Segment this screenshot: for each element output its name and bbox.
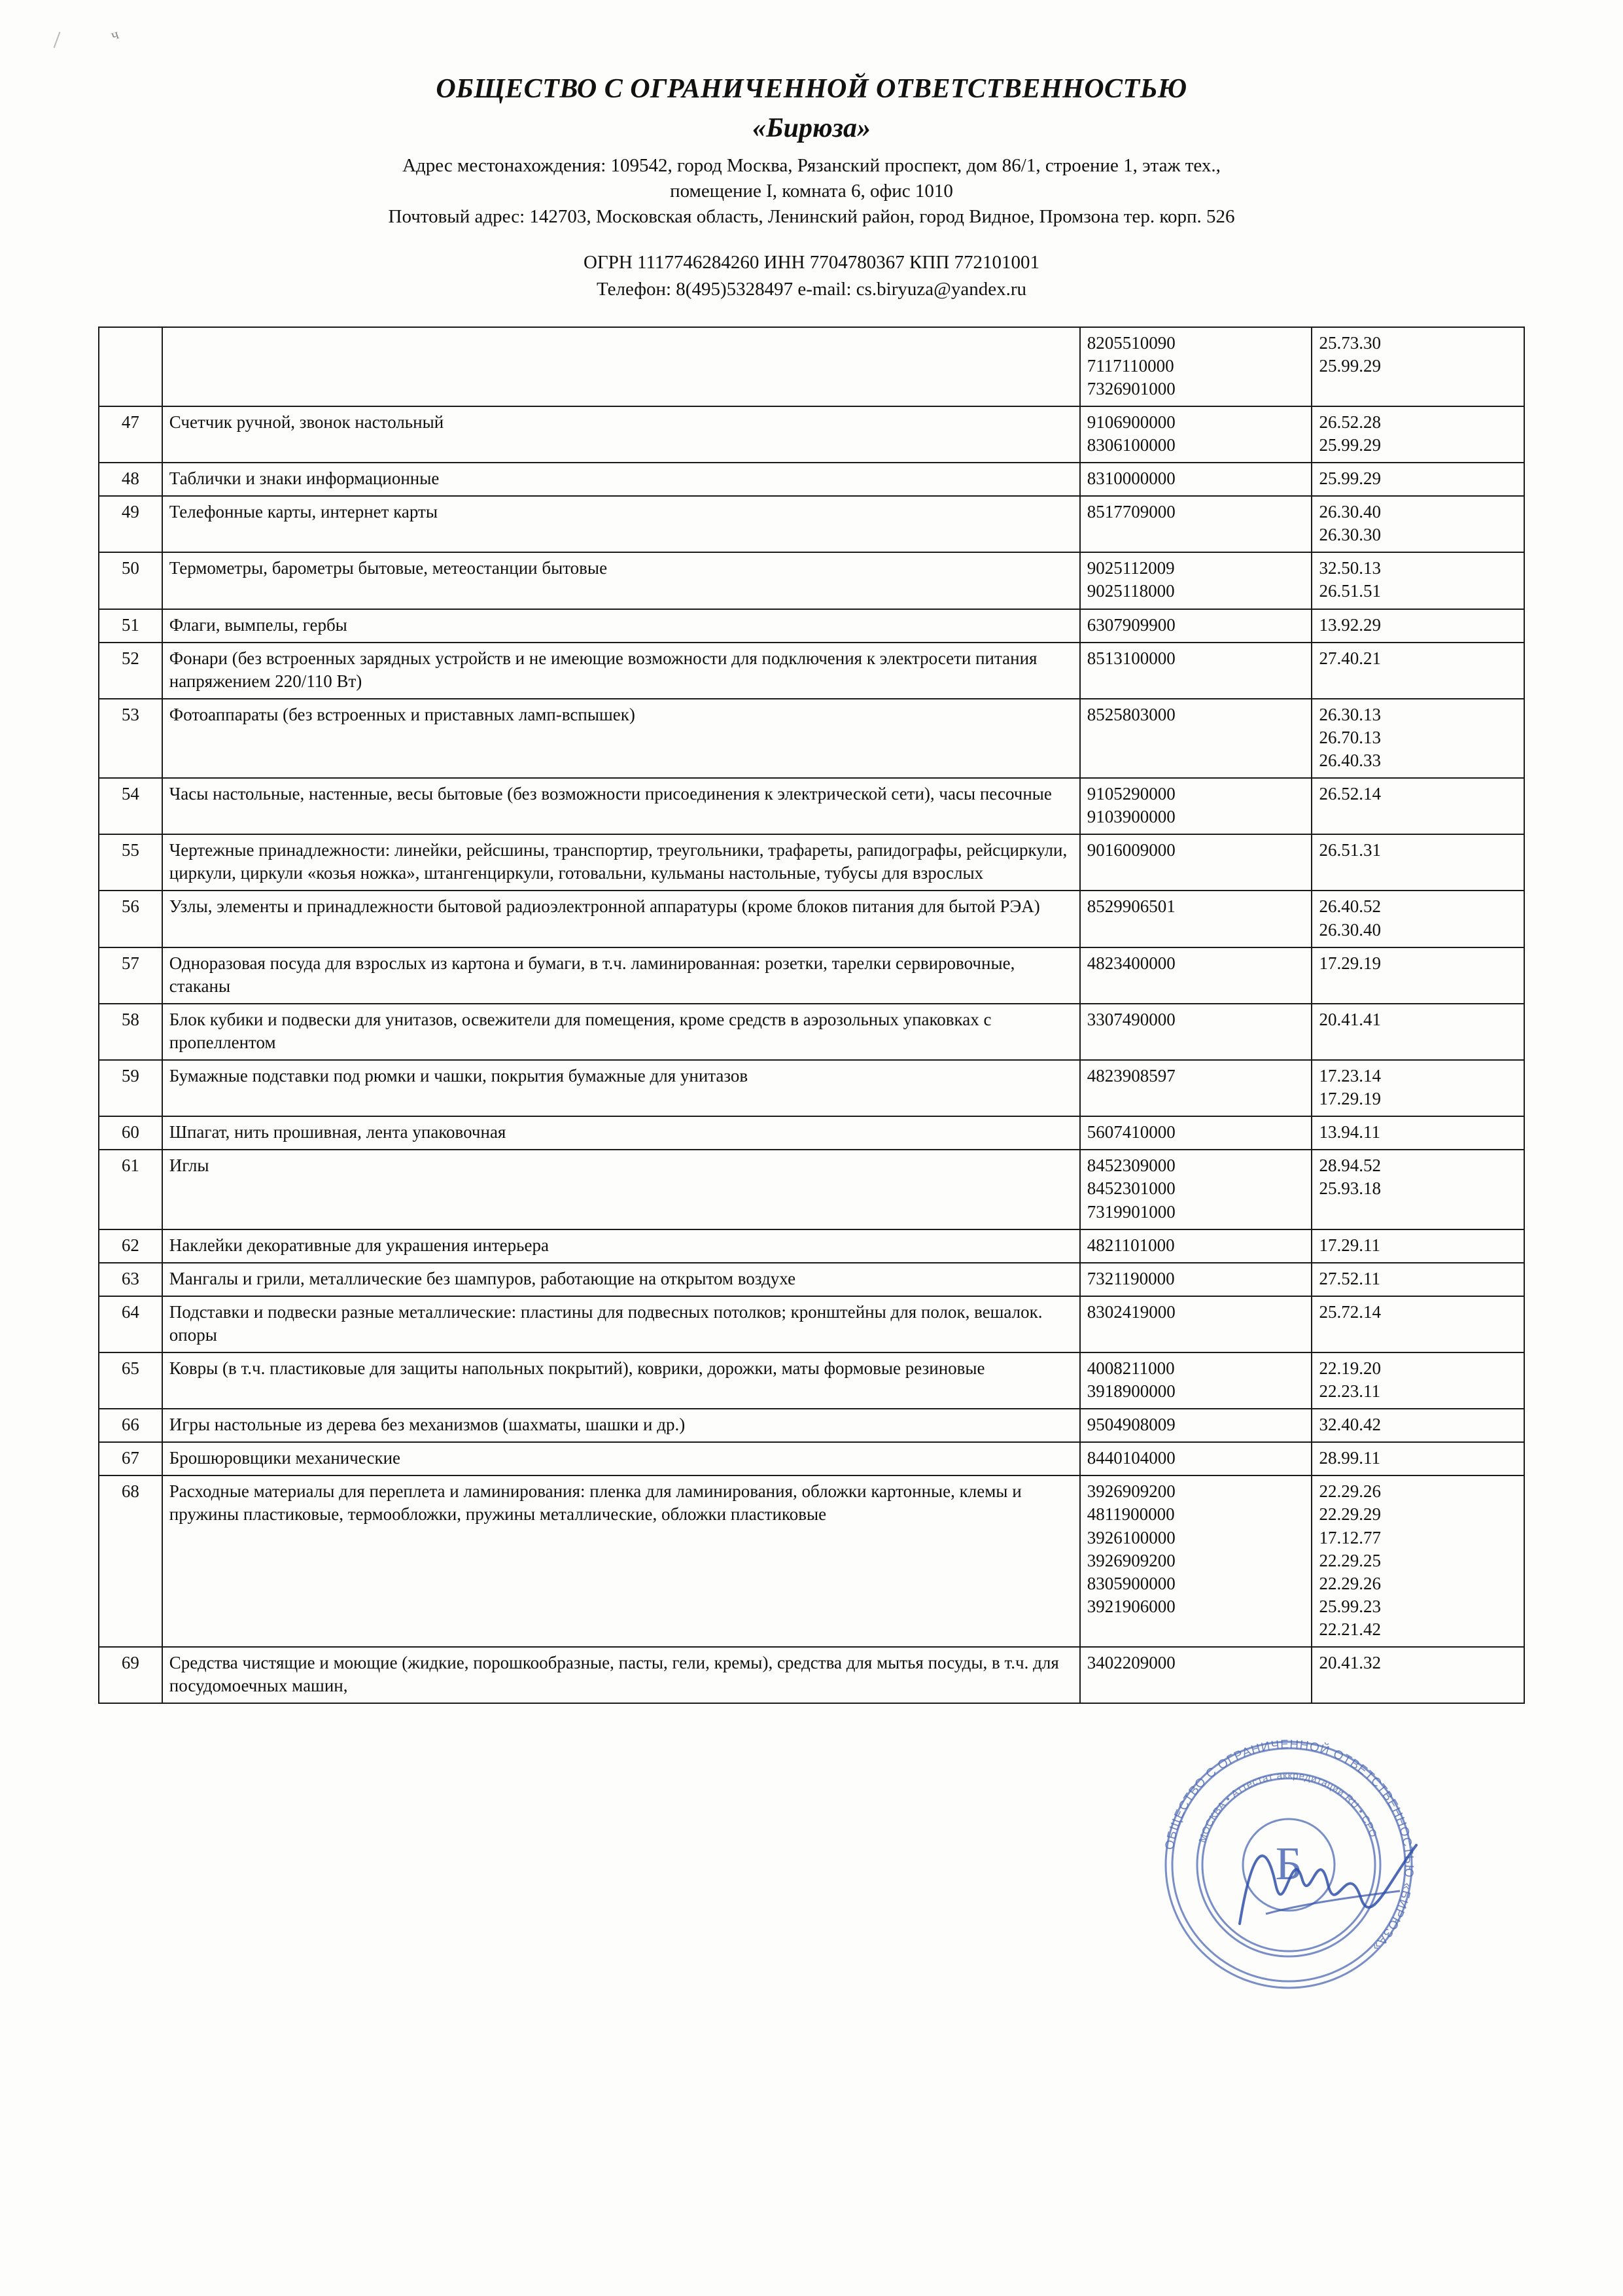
tnved-code: 9103900000 <box>1087 807 1176 827</box>
product-name-cell: Термометры, барометры бытовые, метеостанции бытовые <box>162 552 1080 609</box>
okpd-code: 27.52.11 <box>1319 1268 1380 1288</box>
tnved-code-cell <box>1080 552 1312 609</box>
okpd-code: 26.30.40 <box>1319 919 1381 940</box>
okpd-code: 25.99.29 <box>1319 355 1381 376</box>
okpd-code: 26.30.30 <box>1319 525 1381 545</box>
row-number-cell: 68 <box>99 1475 162 1647</box>
tnved-code: 9025118000 <box>1087 581 1175 601</box>
company-address <box>124 153 1499 230</box>
handwritten-corner-mark: ч <box>109 25 121 44</box>
row-number-cell: 55 <box>99 834 162 891</box>
table-row <box>99 1409 1524 1442</box>
okpd-code-cell <box>1312 327 1524 406</box>
okpd-code-cell <box>1312 609 1524 643</box>
tnved-code: 8513100000 <box>1087 648 1176 668</box>
tnved-code: 3402209000 <box>1087 1653 1176 1673</box>
product-name-cell <box>162 327 1080 406</box>
tnved-code: 9106900000 <box>1087 412 1176 432</box>
tnved-code: 9025112009 <box>1087 558 1175 578</box>
okpd-code-cell <box>1312 891 1524 947</box>
okpd-code: 22.29.29 <box>1319 1504 1381 1525</box>
okpd-code: 26.30.13 <box>1319 704 1381 724</box>
row-number-cell: 60 <box>99 1116 162 1150</box>
row-number-cell: 62 <box>99 1229 162 1263</box>
tnved-code: 4008211000 <box>1087 1358 1175 1378</box>
row-number-cell: 69 <box>99 1647 162 1703</box>
okpd-code: 25.99.29 <box>1319 434 1381 455</box>
okpd-code-cell <box>1312 406 1524 463</box>
okpd-code-cell <box>1312 1409 1524 1442</box>
tnved-code-cell <box>1080 327 1312 406</box>
okpd-code-cell <box>1312 1296 1524 1352</box>
okpd-code-cell <box>1312 552 1524 609</box>
okpd-code-cell <box>1312 1150 1524 1229</box>
table-row <box>99 1475 1524 1647</box>
table-row <box>99 1004 1524 1060</box>
okpd-code: 22.29.26 <box>1319 1573 1381 1593</box>
row-number-cell: 63 <box>99 1263 162 1296</box>
tnved-code: 8440104000 <box>1087 1448 1176 1468</box>
svg-text:ОБЩЕСТВО С ОГРАНИЧЕННОЙ ОТВЕТС: ОБЩЕСТВО С ОГРАНИЧЕННОЙ ОТВЕТСТВЕННОСТЬЮ «БИРЮЗА» <box>1162 1737 1416 1954</box>
okpd-code: 20.41.41 <box>1319 1009 1381 1029</box>
tnved-code: 3921906000 <box>1087 1596 1176 1616</box>
table-row <box>99 1263 1524 1296</box>
tnved-code: 7321190000 <box>1087 1268 1175 1288</box>
table-row <box>99 699 1524 778</box>
row-number-cell: 48 <box>99 463 162 496</box>
product-name-cell: Узлы, элементы и принадлежности бытовой радиоэлектронной аппаратуры (кроме блоков питания для бытой РЭА) <box>162 891 1080 947</box>
product-name-cell: Таблички и знаки информационные <box>162 463 1080 496</box>
product-name-cell: Иглы <box>162 1150 1080 1229</box>
okpd-code-cell <box>1312 947 1524 1004</box>
tnved-code: 4821101000 <box>1087 1235 1175 1255</box>
tnved-code: 9504908009 <box>1087 1415 1176 1435</box>
okpd-code-cell <box>1312 1004 1524 1060</box>
requisites-line-2: Телефон: 8(495)5328497 e-mail: cs.biryuza@yandex.ru <box>597 279 1026 300</box>
address-line-1: Адрес местонахождения: 109542, город Москва, Рязанский проспект, дом 86/1, строение 1, этаж тех., <box>402 155 1221 176</box>
okpd-code-cell <box>1312 778 1524 834</box>
table-row <box>99 834 1524 891</box>
table-row <box>99 406 1524 463</box>
table-row <box>99 1060 1524 1116</box>
product-name-cell: Часы настольные, настенные, весы бытовые (без возможности присоединения к электрической сети), часы песочные <box>162 778 1080 834</box>
okpd-code-cell <box>1312 1116 1524 1150</box>
tnved-code: 8302419000 <box>1087 1301 1176 1322</box>
okpd-code: 17.12.77 <box>1319 1527 1381 1547</box>
product-name-cell: Бумажные подставки под рюмки и чашки, покрытия бумажные для унитазов <box>162 1060 1080 1116</box>
table-row <box>99 1150 1524 1229</box>
table-row <box>99 643 1524 699</box>
okpd-code-cell <box>1312 1475 1524 1647</box>
tnved-code-cell <box>1080 1150 1312 1229</box>
tnved-code: 8517709000 <box>1087 502 1176 522</box>
okpd-code: 26.51.51 <box>1319 581 1381 601</box>
product-name-cell: Одноразовая посуда для взрослых из картона и бумаги, в т.ч. ламинированная: розетки, тарелки сервировочные, стаканы <box>162 947 1080 1004</box>
product-name-cell: Чертежные принадлежности: линейки, рейсшины, транспортир, треугольники, трафареты, рапидографы, рейсциркули, циркули, циркули «козья ножка», штангенциркули, готовальни, кульманы настольные, тубусы для взрослых <box>162 834 1080 891</box>
tnved-code: 9105290000 <box>1087 784 1176 804</box>
table-row <box>99 327 1524 406</box>
tnved-code-cell <box>1080 643 1312 699</box>
row-number-cell: 66 <box>99 1409 162 1442</box>
table-row <box>99 496 1524 552</box>
okpd-code: 17.29.19 <box>1319 1089 1381 1109</box>
row-number-cell: 49 <box>99 496 162 552</box>
row-number-cell: 58 <box>99 1004 162 1060</box>
tnved-code: 7117110000 <box>1087 355 1174 376</box>
product-name-cell: Мангалы и грили, металлические без шампуров, работающие на открытом воздухе <box>162 1263 1080 1296</box>
okpd-code: 26.70.13 <box>1319 727 1381 747</box>
table-row <box>99 778 1524 834</box>
tnved-code-cell <box>1080 699 1312 778</box>
okpd-code: 27.40.21 <box>1319 648 1381 668</box>
handwritten-signature <box>1230 1806 1426 1950</box>
address-line-3: Почтовый адрес: 142703, Московская область, Ленинский район, город Видное, Промзона тер. корп. 526 <box>388 206 1235 228</box>
document-header <box>98 73 1525 303</box>
tnved-code: 6307909900 <box>1087 614 1176 635</box>
okpd-code-cell <box>1312 834 1524 891</box>
row-number-cell: 59 <box>99 1060 162 1116</box>
okpd-code: 26.30.40 <box>1319 502 1381 522</box>
tnved-code: 7319901000 <box>1087 1201 1176 1222</box>
okpd-code: 13.94.11 <box>1319 1122 1380 1142</box>
product-name-cell: Фотоаппараты (без встроенных и приставных ламп-вспышек) <box>162 699 1080 778</box>
company-name-line2: «Бирюза» <box>752 113 871 143</box>
tnved-code-cell <box>1080 1475 1312 1647</box>
product-name-cell: Расходные материалы для переплета и ламинирования: пленка для ламинирования, обложки картонные, клемы и пружины пластиковые, термообложки, пружины металлические, обложки пластиковые <box>162 1475 1080 1647</box>
okpd-code: 22.23.11 <box>1319 1381 1380 1402</box>
row-number-cell <box>99 327 162 406</box>
product-name-cell: Счетчик ручной, звонок настольный <box>162 406 1080 463</box>
tnved-code-cell <box>1080 1229 1312 1263</box>
tnved-code-cell <box>1080 1004 1312 1060</box>
row-number-cell: 53 <box>99 699 162 778</box>
tnved-code-cell <box>1080 834 1312 891</box>
row-number-cell: 64 <box>99 1296 162 1352</box>
okpd-code: 20.41.32 <box>1319 1653 1381 1673</box>
row-number-cell: 47 <box>99 406 162 463</box>
row-number-cell: 61 <box>99 1150 162 1229</box>
table-row <box>99 1647 1524 1703</box>
okpd-code: 17.23.14 <box>1319 1066 1381 1086</box>
tnved-code: 8452301000 <box>1087 1178 1176 1199</box>
okpd-code-cell <box>1312 463 1524 496</box>
row-number-cell: 54 <box>99 778 162 834</box>
tnved-code: 3926100000 <box>1087 1527 1176 1547</box>
tnved-code-cell <box>1080 1060 1312 1116</box>
tnved-code: 3926909200 <box>1087 1550 1176 1570</box>
okpd-code: 26.40.33 <box>1319 751 1381 771</box>
table-row <box>99 891 1524 947</box>
tnved-code: 8305900000 <box>1087 1573 1176 1593</box>
product-name-cell: Наклейки декоративные для украшения интерьера <box>162 1229 1080 1263</box>
table-row <box>99 609 1524 643</box>
tnved-code-cell <box>1080 891 1312 947</box>
okpd-code: 25.72.14 <box>1319 1301 1381 1322</box>
okpd-code: 17.29.19 <box>1319 953 1381 973</box>
tnved-code: 3918900000 <box>1087 1381 1176 1402</box>
okpd-code: 26.52.28 <box>1319 412 1381 432</box>
tnved-code: 3926909200 <box>1087 1481 1176 1502</box>
okpd-code-cell <box>1312 1229 1524 1263</box>
table-row <box>99 463 1524 496</box>
okpd-code: 26.40.52 <box>1319 896 1381 917</box>
product-name-cell: Игры настольные из дерева без механизмов (шахматы, шашки и др.) <box>162 1409 1080 1442</box>
okpd-code: 22.29.25 <box>1319 1550 1381 1570</box>
company-requisites <box>98 249 1525 302</box>
table-row <box>99 1352 1524 1409</box>
products-table <box>98 327 1525 1704</box>
address-line-2: помещение I, комната 6, офис 1010 <box>670 181 953 202</box>
pen-stroke-mark <box>54 31 61 48</box>
tnved-code-cell <box>1080 1442 1312 1475</box>
tnved-code-cell <box>1080 1352 1312 1409</box>
row-number-cell: 56 <box>99 891 162 947</box>
svg-text:МОСКВА • Аттестат аккредитации: МОСКВА • Аттестат аккредитации RU • СРО <box>1196 1769 1379 1845</box>
product-name-cell: Фонари (без встроенных зарядных устройств и не имеющие возможности для подключения к электросети питания напряжением 220/110 Вт) <box>162 643 1080 699</box>
tnved-code: 4811900000 <box>1087 1504 1175 1525</box>
row-number-cell: 57 <box>99 947 162 1004</box>
okpd-code: 25.99.23 <box>1319 1596 1381 1616</box>
tnved-code-cell <box>1080 609 1312 643</box>
tnved-code: 8452309000 <box>1087 1156 1176 1176</box>
table-row <box>99 1296 1524 1352</box>
okpd-code: 26.52.14 <box>1319 784 1381 804</box>
okpd-code: 22.19.20 <box>1319 1358 1381 1378</box>
tnved-code: 3307490000 <box>1087 1009 1176 1029</box>
tnved-code-cell <box>1080 1409 1312 1442</box>
tnved-code: 5607410000 <box>1087 1122 1176 1142</box>
product-name-cell: Ковры (в т.ч. пластиковые для защиты напольных покрытий), коврики, дорожки, маты формовые резиновые <box>162 1352 1080 1409</box>
product-name-cell: Средства чистящие и моющие (жидкие, порошкообразные, пасты, гели, кремы), средства для мытья посуды, в т.ч. для посудомоечных машин, <box>162 1647 1080 1703</box>
okpd-code: 32.50.13 <box>1319 558 1381 578</box>
tnved-code-cell <box>1080 947 1312 1004</box>
product-name-cell: Блок кубики и подвески для унитазов, освежители для помещения, кроме средств в аэрозольных упаковках с пропеллентом <box>162 1004 1080 1060</box>
tnved-code: 8306100000 <box>1087 434 1176 455</box>
okpd-code: 13.92.29 <box>1319 614 1381 635</box>
tnved-code-cell <box>1080 1296 1312 1352</box>
row-number-cell: 52 <box>99 643 162 699</box>
okpd-code: 28.99.11 <box>1319 1448 1380 1468</box>
row-number-cell: 67 <box>99 1442 162 1475</box>
tnved-code-cell <box>1080 1116 1312 1150</box>
okpd-code-cell <box>1312 1442 1524 1475</box>
tnved-code: 8529906501 <box>1087 896 1176 917</box>
okpd-code-cell <box>1312 1060 1524 1116</box>
product-name-cell: Телефонные карты, интернет карты <box>162 496 1080 552</box>
tnved-code-cell <box>1080 463 1312 496</box>
tnved-code: 8205510090 <box>1087 332 1176 353</box>
tnved-code-cell <box>1080 406 1312 463</box>
row-number-cell: 65 <box>99 1352 162 1409</box>
okpd-code: 32.40.42 <box>1319 1415 1381 1435</box>
tnved-code: 4823400000 <box>1087 953 1176 973</box>
okpd-code: 26.51.31 <box>1319 840 1381 860</box>
okpd-code-cell <box>1312 1263 1524 1296</box>
okpd-code-cell <box>1312 1352 1524 1409</box>
product-name-cell: Брошюровщики механические <box>162 1442 1080 1475</box>
row-number-cell: 50 <box>99 552 162 609</box>
tnved-code-cell <box>1080 1647 1312 1703</box>
product-name-cell: Флаги, вымпелы, гербы <box>162 609 1080 643</box>
tnved-code: 4823908597 <box>1087 1066 1176 1086</box>
tnved-code-cell <box>1080 1263 1312 1296</box>
company-seal-stamp <box>1151 1727 1426 2002</box>
product-name-cell: Подставки и подвески разные металлические: пластины для подвесных потолков; кронштейны для полок, вешалок. опоры <box>162 1296 1080 1352</box>
okpd-code-cell <box>1312 1647 1524 1703</box>
okpd-code-cell <box>1312 643 1524 699</box>
okpd-code: 25.93.18 <box>1319 1178 1381 1199</box>
tnved-code: 8525803000 <box>1087 704 1176 724</box>
product-name-cell: Шпагат, нить прошивная, лента упаковочная <box>162 1116 1080 1150</box>
tnved-code-cell <box>1080 778 1312 834</box>
tnved-code-cell <box>1080 496 1312 552</box>
okpd-code: 22.21.42 <box>1319 1619 1381 1639</box>
tnved-code: 7326901000 <box>1087 378 1176 398</box>
okpd-code: 28.94.52 <box>1319 1156 1381 1176</box>
tnved-code: 8310000000 <box>1087 468 1176 489</box>
row-number-cell: 51 <box>99 609 162 643</box>
svg-text:Б: Б <box>1275 1837 1302 1890</box>
okpd-code-cell <box>1312 699 1524 778</box>
okpd-code: 25.99.29 <box>1319 468 1381 489</box>
tnved-code: 9016009000 <box>1087 840 1176 860</box>
table-row <box>99 1229 1524 1263</box>
company-name-line1: ОБЩЕСТВО С ОГРАНИЧЕННОЙ ОТВЕТСТВЕННОСТЬЮ <box>436 74 1187 104</box>
okpd-code: 17.29.11 <box>1319 1235 1380 1255</box>
okpd-code-cell <box>1312 496 1524 552</box>
okpd-code: 22.29.26 <box>1319 1481 1381 1502</box>
okpd-code: 25.73.30 <box>1319 332 1381 353</box>
table-row <box>99 947 1524 1004</box>
table-row <box>99 1116 1524 1150</box>
requisites-line-1: ОГРН 1117746284260 ИНН 7704780367 КПП 772101001 <box>584 252 1039 274</box>
table-row <box>99 552 1524 609</box>
table-row <box>99 1442 1524 1475</box>
